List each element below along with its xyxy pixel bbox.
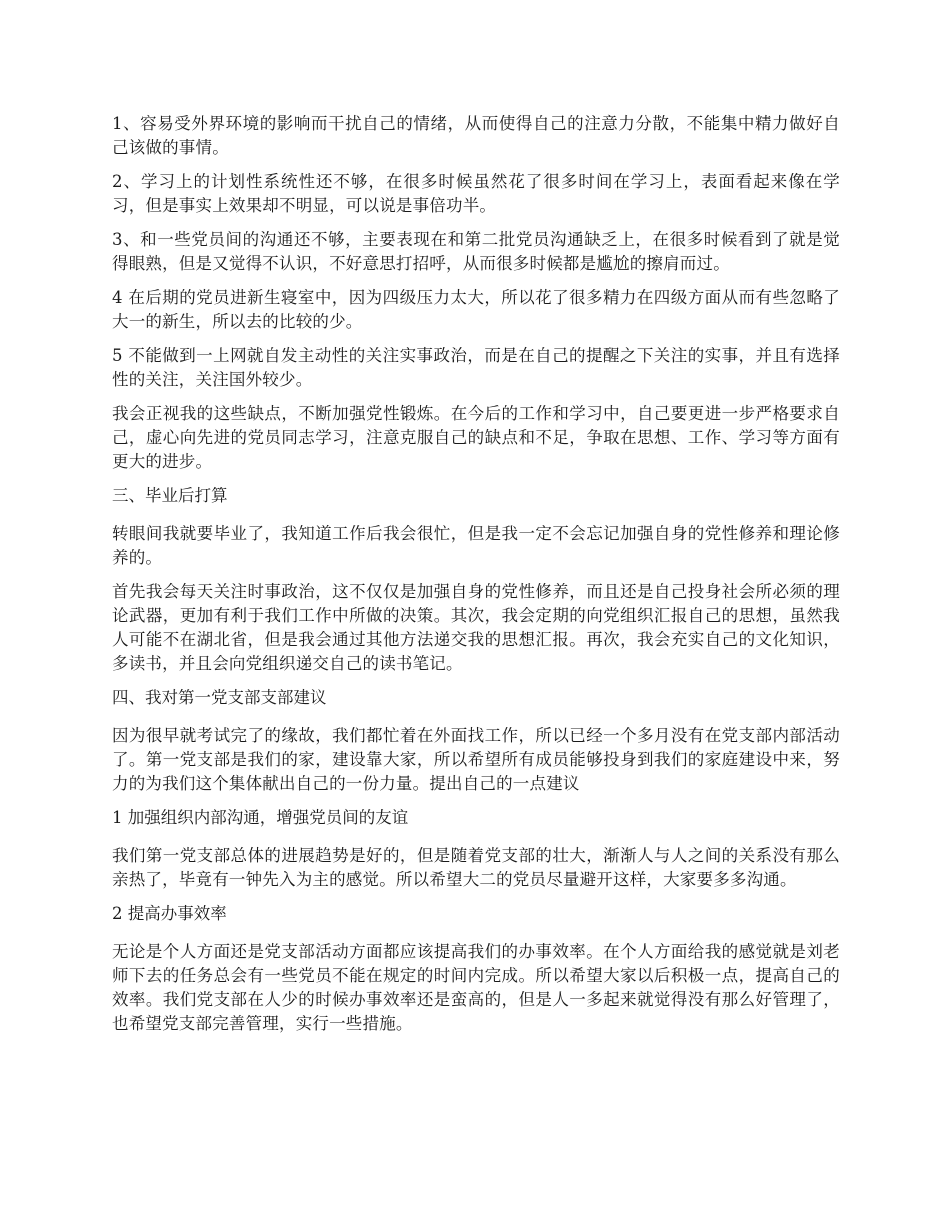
paragraph-weakness-4: 4 在后期的党员进新生寝室中，因为四级压力太大，所以花了很多精力在四级方面从而有些忽略了大一的新生，所以去的比较的少。 bbox=[112, 288, 840, 331]
paragraph-weakness-2: 2、学习上的计划性系统性还不够，在很多时候虽然花了很多时间在学习上，表面看起来像在学习，但是事实上效果却不明显，可以说是事倍功半。 bbox=[112, 172, 840, 215]
section-heading-after-graduation: 三、毕业后打算 bbox=[112, 486, 228, 505]
paragraph-efficiency: 无论是个人方面还是党支部活动方面都应该提高我们的办事效率。在个人方面给我的感觉就是刘老师下去的任务总会有一些党员不能在规定的时间内完成。所以希望大家以后积极一点，提高自己的效率。我们党支部在人少的时候办事效率还是蛮高的，但是人一多起来就觉得没有那么好管理了，也希望党支部完善管理，实行一些措施。 bbox=[112, 942, 840, 1033]
paragraph-weakness-3: 3、和一些党员间的沟通还不够，主要表现在和第二批党员沟通缺乏上，在很多时候看到了就是觉得眼熟，但是又觉得不认识，不好意思打招呼，从而很多时候都是尴尬的擦肩而过。 bbox=[112, 230, 840, 273]
paragraph-weakness-1: 1、容易受外界环境的影响而干扰自己的情绪，从而使得自己的注意力分散，不能集中精力做好自己该做的事情。 bbox=[112, 114, 840, 157]
suggestion-heading-communication: 1 加强组织内部沟通，增强党员间的友谊 bbox=[112, 808, 409, 827]
paragraph-weakness-5: 5 不能做到一上网就自发主动性的关注实事政治，而是在自己的提醒之下关注的实事，并且有选择性的关注，关注国外较少。 bbox=[112, 346, 840, 389]
paragraph-graduation-plan: 首先我会每天关注时事政治，这不仅仅是加强自身的党性修养，而且还是自己投身社会所必须的理论武器，更加有利于我们工作中所做的决策。其次，我会定期的向党组织汇报自己的思想，虽然我人可能不在湖北省，但是我会通过其他方法递交我的思想汇报。再次，我会充实自己的文化知识，多读书，并且会向党组织递交自己的读书笔记。 bbox=[112, 582, 840, 673]
paragraph-self-improvement: 我会正视我的这些缺点，不断加强党性锻炼。在今后的工作和学习中，自己要更进一步严格要求自己，虚心向先进的党员同志学习，注意克服自己的缺点和不足，争取在思想、工作、学习等方面有更大的进步。 bbox=[112, 404, 840, 471]
section-heading-branch-suggestions: 四、我对第一党支部支部建议 bbox=[112, 688, 327, 707]
paragraph-communication: 我们第一党支部总体的进展趋势是好的，但是随着党支部的壮大，渐渐人与人之间的关系没有那么亲热了，毕竟有一钟先入为主的感觉。所以希望大二的党员尽量避开这样，大家要多多沟通。 bbox=[112, 846, 840, 889]
suggestion-heading-efficiency: 2 提高办事效率 bbox=[112, 904, 227, 923]
paragraph-graduation-intro: 转眼间我就要毕业了，我知道工作后我会很忙，但是我一定不会忘记加强自身的党性修养和理论修养的。 bbox=[112, 524, 840, 567]
paragraph-suggestions-intro: 因为很早就考试完了的缘故，我们都忙着在外面找工作，所以已经一个多月没有在党支部内部活动了。第一党支部是我们的家，建设靠大家，所以希望所有成员能够投身到我们的家庭建设中来，努力的为我们这个集体献出自己的一份力量。提出自己的一点建议 bbox=[112, 726, 840, 793]
